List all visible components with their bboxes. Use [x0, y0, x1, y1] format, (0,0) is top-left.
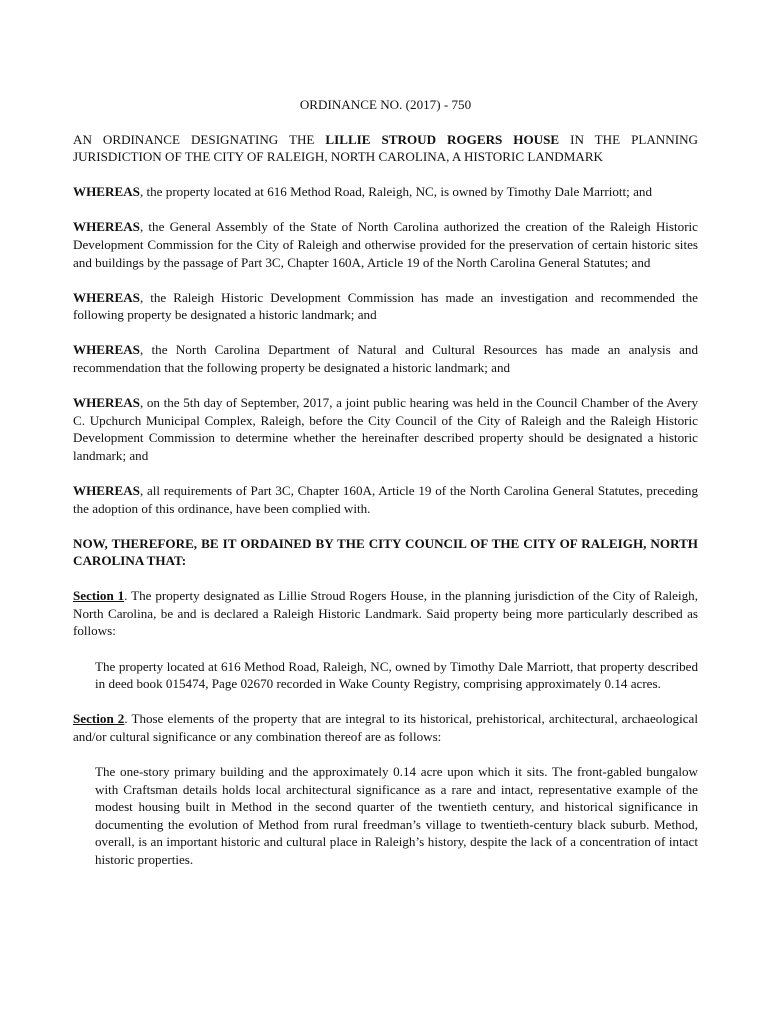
section-2-text: . Those elements of the property that are integral to its historical, prehistorical, architectural, archaeological and/or cultural significance or any combination thereof are as follows: [73, 711, 698, 744]
whereas-text: , the property located at 616 Method Road, Raleigh, NC, is owned by Timothy Dale Marriott; and [139, 184, 652, 200]
section-2 [73, 710, 698, 745]
caption-pre: AN ORDINANCE DESIGNATING THE [73, 131, 326, 147]
whereas-clause-4 [73, 341, 698, 376]
section-2-label: Section 2 [73, 711, 125, 727]
whereas-text: , the General Assembly of the State of North Carolina authorized the creation of the Raleigh Historic Development Commission for the City of Raleigh and otherwise provided for the preservation of certain historic sites and buildings by the passage of Part 3C, Chapter 160A, Article 19 of the North Carolina General Statutes; and [73, 219, 698, 270]
whereas-clause-2 [73, 218, 698, 271]
section-1-label: Section 1 [73, 588, 125, 604]
whereas-text: , the North Carolina Department of Natural and Cultural Resources has made an analysis and recommendation that the following property be designated a historic landmark; and [73, 342, 698, 375]
whereas-clause-1 [73, 183, 698, 201]
caption-house-name: LILLIE STROUD ROGERS HOUSE [325, 131, 560, 147]
whereas-text: , the Raleigh Historic Development Commission has made an investigation and recommended the following property be designated a historic landmark; and [73, 289, 698, 323]
whereas-keyword: WHEREAS [73, 342, 140, 358]
ordained-heading: NOW, THEREFORE, BE IT ORDAINED BY THE CITY COUNCIL OF THE CITY OF RALEIGH, NORTH CAROLINA THAT: [73, 535, 698, 569]
section-2-significance-description: The one-story primary building and the approximately 0.14 acre upon which it sits. The front-gabled bungalow with Craftsman details holds local architectural significance as a rare and intact, representative example of the modest housing built in Method in the second quarter of the twentieth century, and historical significance in documenting the evolution of Method from rural freedman’s village to twentieth-century black suburb. Method, overall, is an important historic and cultural place in Raleigh’s history, despite the lack of a concentration of intact historic properties. [95, 763, 698, 867]
whereas-clause-5 [73, 394, 698, 464]
whereas-text: , all requirements of Part 3C, Chapter 160A, Article 19 of the North Carolina General Statutes, preceding the adoption of this ordinance, have been complied with. [73, 482, 698, 516]
ordinance-caption [73, 131, 698, 166]
whereas-text: , on the 5th day of September, 2017, a joint public hearing was held in the Council Chamber of the Avery C. Upchurch Municipal Complex, Raleigh, before the City Council of the City of Raleigh and the Raleigh Historic Development Commission to determine whether the hereinafter described property should be designated a historic landmark; and [73, 395, 698, 463]
whereas-clause-6 [73, 482, 698, 517]
section-1 [73, 587, 698, 640]
whereas-keyword: WHEREAS [73, 184, 140, 200]
whereas-keyword: WHEREAS [73, 482, 140, 498]
section-1-property-description: The property located at 616 Method Road, Raleigh, NC, owned by Timothy Dale Marriott, that property described in deed book 015474, Page 02670 recorded in Wake County Registry, comprising approximately 0.14 acres. [95, 658, 698, 692]
whereas-keyword: WHEREAS [73, 289, 140, 305]
whereas-keyword: WHEREAS [73, 395, 140, 411]
section-1-text: . The property designated as Lillie Stroud Rogers House, in the planning jurisdiction of the City of Raleigh, North Carolina, be and is declared a Raleigh Historic Landmark. Said property being more particularly described as follows: [73, 588, 698, 639]
whereas-keyword: WHEREAS [73, 219, 140, 235]
caption-post: IN THE PLANNING JURISDICTION OF THE CITY OF RALEIGH, NORTH CAROLINA, A HISTORIC LANDMARK [73, 131, 698, 165]
whereas-clause-3 [73, 289, 698, 324]
ordinance-number: ORDINANCE NO. (2017) - 750 [299, 97, 472, 112]
document-body [73, 96, 698, 886]
